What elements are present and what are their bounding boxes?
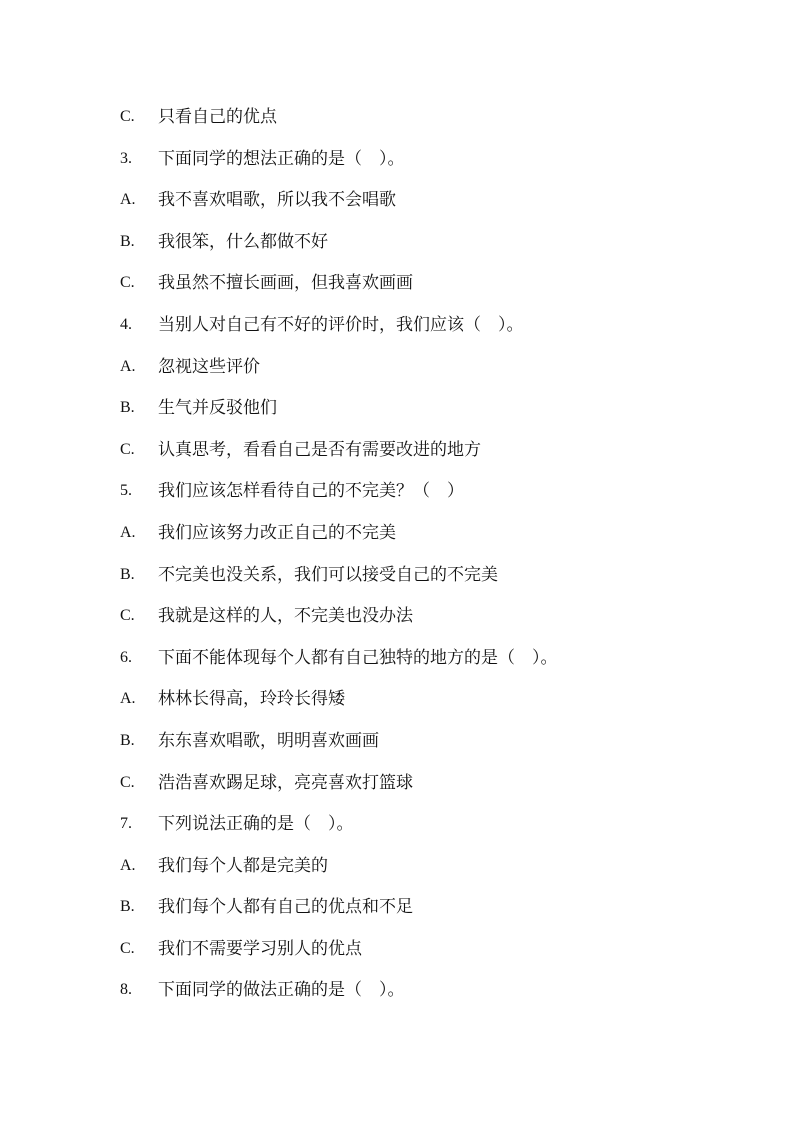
option-line	[120, 686, 720, 728]
question-number: 3.	[120, 149, 132, 167]
option-label: C.	[120, 108, 135, 125]
option-label: C.	[120, 607, 135, 625]
option-text: 认真思考，看看自己是否有需要改进的地方	[158, 439, 481, 460]
option-text: 东东喜欢唱歌，明明喜欢画画	[158, 730, 379, 751]
option-line	[120, 770, 720, 812]
question-line	[120, 811, 720, 853]
option-label: A.	[120, 856, 136, 874]
option-label: A.	[120, 357, 136, 375]
option-text: 忽视这些评价	[158, 356, 260, 377]
question-text: 我们应该怎样看待自己的不完美？（ ）	[158, 481, 464, 502]
question-line	[120, 312, 720, 354]
question-text: 下列说法正确的是（ ）。	[158, 814, 354, 835]
question-line	[120, 478, 720, 520]
option-label: A.	[120, 191, 136, 209]
question-line	[120, 146, 720, 188]
option-text: 我们应该努力改正自己的不完美	[158, 522, 396, 543]
option-line	[120, 187, 720, 229]
option-label: C.	[120, 939, 135, 957]
option-line	[120, 562, 720, 604]
question-text: 下面同学的想法正确的是（ ）。	[158, 148, 405, 169]
option-line	[120, 728, 720, 770]
option-text: 只看自己的优点	[158, 107, 277, 127]
option-line	[120, 603, 720, 645]
question-number: 8.	[120, 981, 132, 999]
option-label: C.	[120, 274, 135, 292]
question-list	[120, 104, 720, 1019]
option-line	[120, 229, 720, 271]
question-text: 当别人对自己有不好的评价时，我们应该（ ）。	[158, 314, 524, 335]
option-line	[120, 437, 720, 479]
option-text: 浩浩喜欢踢足球，亮亮喜欢打篮球	[158, 772, 413, 793]
option-line	[120, 894, 720, 936]
option-line	[120, 395, 720, 437]
option-text: 我虽然不擅长画画，但我喜欢画画	[158, 273, 413, 294]
question-line	[120, 977, 720, 1019]
option-label: C.	[120, 773, 135, 791]
question-text: 下面不能体现每个人都有自己独特的地方的是（ ）。	[158, 647, 558, 668]
option-line	[120, 270, 720, 312]
option-label: A.	[120, 523, 136, 541]
option-text: 我不喜欢唱歌，所以我不会唱歌	[158, 190, 396, 211]
option-label: B.	[120, 399, 135, 417]
option-label: A.	[120, 690, 136, 708]
option-line	[120, 520, 720, 562]
question-number: 7.	[120, 815, 132, 833]
option-text: 我们每个人都是完美的	[158, 855, 328, 876]
option-label: B.	[120, 731, 135, 749]
option-text: 林林长得高，玲玲长得矮	[158, 689, 345, 710]
option-label: B.	[120, 565, 135, 583]
question-number: 4.	[120, 315, 132, 333]
question-line	[120, 645, 720, 687]
option-label: C.	[120, 440, 135, 458]
option-text: 生气并反驳他们	[158, 398, 277, 419]
option-line	[120, 936, 720, 978]
option-line	[120, 853, 720, 895]
question-number: 5.	[120, 482, 132, 500]
option-line	[120, 104, 720, 146]
option-text: 我们不需要学习别人的优点	[158, 938, 362, 959]
option-text: 我就是这样的人，不完美也没办法	[158, 606, 413, 627]
option-label: B.	[120, 232, 135, 250]
option-text: 不完美也没关系，我们可以接受自己的不完美	[158, 564, 498, 585]
option-text: 我们每个人都有自己的优点和不足	[158, 897, 413, 918]
question-text: 下面同学的做法正确的是（ ）。	[158, 980, 405, 1001]
option-line	[120, 354, 720, 396]
question-number: 6.	[120, 648, 132, 666]
option-text: 我很笨，什么都做不好	[158, 231, 328, 252]
option-label: B.	[120, 898, 135, 916]
